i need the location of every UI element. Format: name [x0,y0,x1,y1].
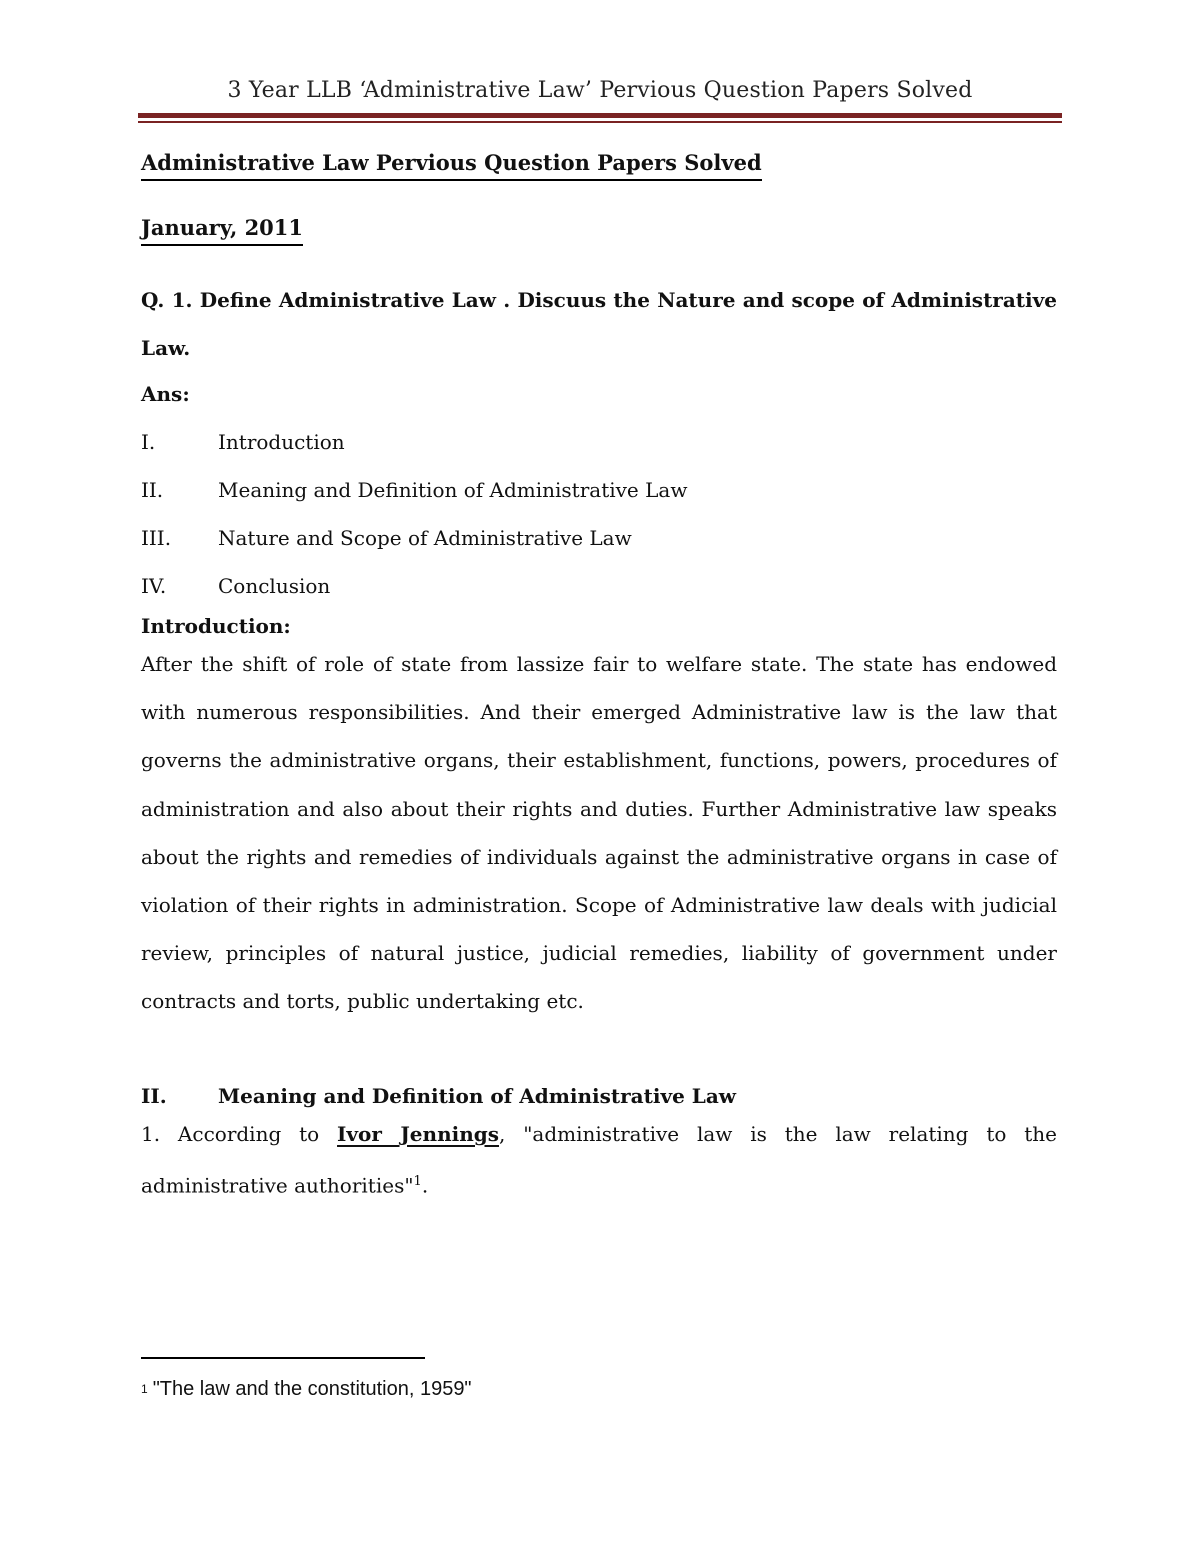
section-title: Meaning and Definition of Administrative Law [218,1083,737,1108]
author-name: Ivor Jennings [337,1121,499,1146]
quote-prefix: 1. According to [141,1121,338,1146]
footnote-separator [141,1357,425,1359]
outline-item [141,430,1057,478]
outline-text: Nature and Scope of Administrative Law [218,526,632,550]
document-title: Administrative Law Pervious Question Papers Solved [141,150,762,181]
introduction-paragraph: After the shift of role of state from lassize fair to welfare state. The state has endowed with numerous responsibilities. And their emerged Administrative law is the law that governs the administrative organs, their establishment, functions, powers, procedures of administration and also about their rights and duties. Further Administrative law speaks about the rights and remedies of individuals against the administrative organs in case of violation of their rights in administration. Scope of Administrative law deals with judicial review, principles of natural justice, judicial remedies, liability of government under contracts and torts, public undertaking etc. [141,652,1057,1014]
footnote [141,1378,472,1401]
outline-number: II. [141,478,164,502]
footnote-text: "The law and the constitution, 1959" [152,1378,472,1400]
outline-number: IV. [141,574,167,598]
section-heading-meaning [141,1084,1057,1108]
document-date: January, 2011 [141,215,303,246]
outline-text: Conclusion [218,574,331,598]
introduction-heading: Introduction: [141,614,291,638]
answer-outline [141,430,1057,622]
outline-text: Introduction [218,430,345,454]
outline-item [141,526,1057,574]
quote-end: . [421,1173,429,1198]
outline-number: I. [141,430,156,454]
outline-number: III. [141,526,172,550]
running-header: 3 Year LLB ‘Administrative Law’ Pervious Question Papers Solved [227,78,973,103]
answer-label: Ans: [141,382,190,406]
outline-text: Meaning and Definition of Administrative Law [218,478,688,502]
footnote-reference[interactable]: 1 [413,1173,422,1189]
header-rule-thin [138,121,1062,123]
page-content [141,150,1057,1209]
section-number: II. [141,1083,167,1108]
definition-quote [141,1110,1057,1210]
footnote-number: 1 [141,1382,148,1396]
quote-text: , "administrative law is the law relating to the administrative authorities" [141,1121,1058,1198]
question-text: Q. 1. Define Administrative Law . Discuus the Nature and scope of Administrative Law. [141,288,1057,360]
outline-item [141,478,1057,526]
header-rule-thick [138,113,1062,118]
